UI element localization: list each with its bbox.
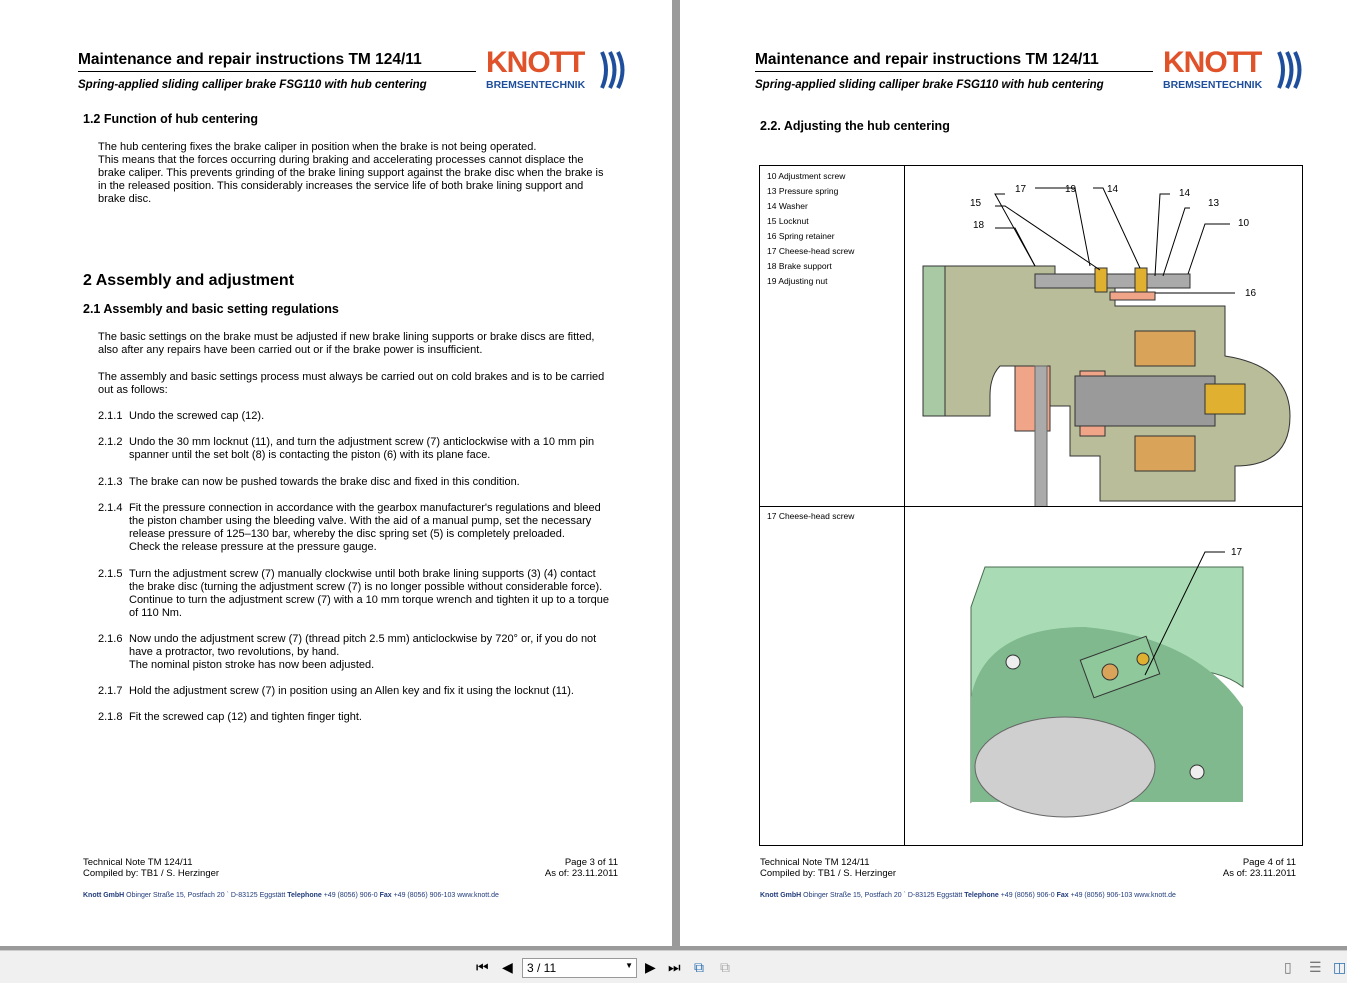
- logo-subtext: BREMSENTECHNIK: [1163, 79, 1263, 91]
- step-number: 2.1.3: [98, 476, 123, 488]
- text-line: Continue to turn the adjustment screw (7) with a 10 mm torque wrench and tighten it up to a torque: [129, 594, 609, 606]
- step-text: [129, 410, 264, 423]
- logo-bars-icon: [1275, 50, 1303, 90]
- text-line: The brake can now be pushed towards the brake disc and fixed in this condition.: [129, 476, 520, 488]
- street: Obinger Straße 15, Postfach 20 ` D-83125 Eggstätt: [803, 892, 963, 899]
- single-page-view-icon[interactable]: ▯: [1284, 959, 1292, 975]
- intro-text: [98, 331, 595, 357]
- brake-cross-section-drawing: [905, 166, 1303, 506]
- company-name: Knott GmbH: [760, 892, 802, 899]
- footer-date: As of: 23.11.2011: [1222, 867, 1296, 879]
- chevron-down-icon: ▼: [625, 961, 633, 970]
- text-line: Undo the screwed cap (12).: [129, 410, 265, 422]
- step-text: [129, 436, 594, 462]
- doc-title: Maintenance and repair instructions TM 124/11: [755, 51, 1153, 72]
- text-line: Check the release pressure at the pressure gauge.: [129, 541, 377, 553]
- doc-subtitle: Spring-applied sliding calliper brake FSG110 with hub centering: [755, 79, 1104, 91]
- legend-item: 16 Spring retainer: [767, 231, 835, 241]
- step-number: 2.1.4: [98, 502, 123, 514]
- text-line: the brake disc (turning the adjustment screw (7) is no longer possible without considerable force).: [129, 581, 603, 593]
- text-line: The basic settings on the brake must be adjusted if new brake lining supports or brake discs are fitted,: [98, 331, 595, 343]
- step-number: 2.1.5: [98, 568, 123, 580]
- logo-subtext: BREMSENTECHNIK: [486, 79, 586, 91]
- section-heading: 2.1 Assembly and basic setting regulations: [83, 302, 339, 316]
- text-line: brake disc.: [98, 193, 152, 205]
- next-view-icon[interactable]: ⧉: [720, 959, 730, 975]
- callout-label: 19: [1065, 184, 1077, 195]
- callout-label: 15: [970, 198, 982, 209]
- section-text: [98, 141, 603, 206]
- step-text: [129, 476, 520, 489]
- tel-label: Telephone: [287, 892, 322, 899]
- text-line: out as follows:: [98, 384, 168, 396]
- step-number: 2.1.8: [98, 711, 123, 723]
- next-page-icon[interactable]: ▶: [645, 959, 656, 975]
- first-page-icon[interactable]: ⏮: [476, 959, 489, 975]
- page-number: Page 3 of 11: [564, 857, 618, 868]
- knott-logo: [1163, 48, 1262, 91]
- instruction-step: [98, 502, 623, 554]
- legend-item: 18 Brake support: [767, 261, 832, 271]
- fax-label: Fax: [379, 892, 392, 899]
- text-line: This means that the forces occurring during braking and accelerating processes cannot displace the: [98, 154, 584, 166]
- continuous-view-icon[interactable]: ☰: [1309, 959, 1322, 975]
- company-address: [83, 892, 499, 899]
- footer-compiled: Compiled by: TB1 / S. Herzinger: [83, 867, 220, 879]
- instruction-step: [98, 410, 623, 423]
- previous-page-icon[interactable]: ◀: [502, 959, 513, 975]
- pdf-page-4: [680, 0, 1347, 946]
- step-text: [129, 711, 362, 724]
- previous-view-icon[interactable]: ⧉: [694, 959, 704, 975]
- step-number: 2.1.6: [98, 633, 123, 645]
- step-number: 2.1.2: [98, 436, 123, 448]
- callout-label: 10: [1238, 218, 1250, 229]
- text-line: Turn the adjustment screw (7) manually clockwise until both brake lining supports (3) (4) contact: [129, 568, 596, 580]
- doc-subtitle: Spring-applied sliding calliper brake FSG110 with hub centering: [78, 79, 427, 91]
- knott-logo: [486, 48, 585, 91]
- page-value: 3 / 11: [527, 961, 557, 975]
- footer-date: As of: 23.11.2011: [544, 867, 618, 879]
- footer-left: [760, 858, 896, 879]
- website: www.knott.de: [1134, 892, 1176, 899]
- instruction-step: [98, 711, 623, 724]
- section-heading: 1.2 Function of hub centering: [83, 112, 258, 126]
- text-line: Fit the screwed cap (12) and tighten finger tight.: [129, 711, 362, 723]
- chapter-heading: 2 Assembly and adjustment: [83, 272, 295, 289]
- page-number-select[interactable]: [522, 958, 637, 978]
- viewer-toolbar: [0, 950, 1347, 983]
- legend-item: 17 Cheese-head screw: [767, 246, 855, 256]
- text-line: brake caliper. This prevents grinding of the brake lining support against the brake disc when the brake is: [98, 167, 604, 179]
- facing-pages-view-icon[interactable]: ◫: [1333, 959, 1347, 975]
- instruction-step: [98, 633, 623, 672]
- company-address: [760, 892, 1176, 899]
- logo-bars-icon: [598, 50, 626, 90]
- text-line: The nominal piston stroke has now been adjusted.: [129, 659, 375, 671]
- legend-item: 14 Washer: [767, 201, 808, 211]
- tel-label: Telephone: [964, 892, 999, 899]
- tel: +49 (8056) 906-0: [323, 892, 378, 899]
- street: Obinger Straße 15, Postfach 20 ` D-83125 Eggstätt: [126, 892, 286, 899]
- text-line: Undo the 30 mm locknut (11), and turn the adjustment screw (7) anticlockwise with a 10 mm pin: [129, 436, 595, 448]
- fax: +49 (8056) 906-103: [1070, 892, 1133, 899]
- text-line: in the released position. This considerably increases the service life of both brake lining support and: [98, 180, 584, 192]
- step-number: 2.1.7: [98, 685, 123, 697]
- footer-right: [1223, 858, 1296, 879]
- doc-title: Maintenance and repair instructions TM 124/11: [78, 51, 476, 72]
- text-line: of 110 Nm.: [129, 607, 182, 619]
- figure-table: [759, 165, 1303, 846]
- last-page-icon[interactable]: ⏭: [668, 959, 681, 975]
- footer-right: [545, 858, 618, 879]
- callout-label: 17: [1231, 547, 1243, 558]
- step-text: [129, 685, 574, 698]
- logo-text: KNOTT: [1163, 46, 1262, 79]
- legend-item: 17 Cheese-head screw: [767, 511, 855, 521]
- fax: +49 (8056) 906-103: [393, 892, 456, 899]
- logo-text: KNOTT: [486, 46, 585, 79]
- fax-label: Fax: [1056, 892, 1069, 899]
- text-line: spanner until the set bolt (8) is contacting the piston (6) with its plane face.: [129, 449, 491, 461]
- legend-item: 13 Pressure spring: [767, 186, 839, 196]
- footer-note: Technical Note TM 124/11: [83, 857, 193, 868]
- step-text: [129, 568, 609, 620]
- step-text: [129, 633, 596, 672]
- callout-label: 17: [1015, 184, 1027, 195]
- legend-item: 19 Adjusting nut: [767, 276, 828, 286]
- instruction-step: [98, 436, 623, 462]
- instruction-step: [98, 685, 623, 698]
- callout-label: 14: [1107, 184, 1119, 195]
- text-line: Now undo the adjustment screw (7) (thread pitch 2.5 mm) anticlockwise by 720° or, if you do not: [129, 633, 597, 645]
- text-line: also after any repairs have been carried out or if the brake power is insufficient.: [98, 344, 483, 356]
- callout-label: 16: [1245, 288, 1257, 299]
- text-line: The hub centering fixes the brake caliper in position when the brake is not being operated.: [98, 141, 537, 153]
- pdf-page-3: [0, 0, 672, 946]
- step-text: [129, 502, 601, 554]
- text-line: Hold the adjustment screw (7) in position using an Allen key and fix it using the locknut (11).: [129, 685, 574, 697]
- legend-item: 15 Locknut: [767, 216, 809, 226]
- legend-item: 10 Adjustment screw: [767, 171, 846, 181]
- text-line: Fit the pressure connection in accordance with the gearbox manufacturer's regulations and bleed: [129, 502, 601, 514]
- page-number: Page 4 of 11: [1242, 857, 1296, 868]
- hub-centering-3d-rendering: [905, 507, 1303, 846]
- company-name: Knott GmbH: [83, 892, 125, 899]
- text-line: the piston chamber using the bleeding valve. With the aid of a manual pump, set the necessary: [129, 515, 592, 527]
- text-line: The assembly and basic settings process must always be carried out on cold brakes and is to be carried: [98, 371, 605, 383]
- callout-label: 18: [973, 220, 985, 231]
- text-line: have a protractor, two revolutions, by hand.: [129, 646, 340, 658]
- text-line: release pressure of 125–130 bar, whereby the disc spring set (5) is completely preloaded.: [129, 528, 565, 540]
- website: www.knott.de: [457, 892, 499, 899]
- section-heading: 2.2. Adjusting the hub centering: [760, 119, 950, 133]
- intro-text: [98, 371, 604, 397]
- callout-label: 14: [1179, 188, 1191, 199]
- instruction-step: [98, 476, 623, 489]
- callout-label: 13: [1208, 198, 1220, 209]
- footer-left: [83, 858, 219, 879]
- tel: +49 (8056) 906-0: [1000, 892, 1055, 899]
- instruction-step: [98, 568, 623, 620]
- parts-legend: [767, 169, 854, 289]
- step-number: 2.1.1: [98, 410, 123, 422]
- footer-note: Technical Note TM 124/11: [760, 857, 870, 868]
- footer-compiled: Compiled by: TB1 / S. Herzinger: [760, 867, 897, 879]
